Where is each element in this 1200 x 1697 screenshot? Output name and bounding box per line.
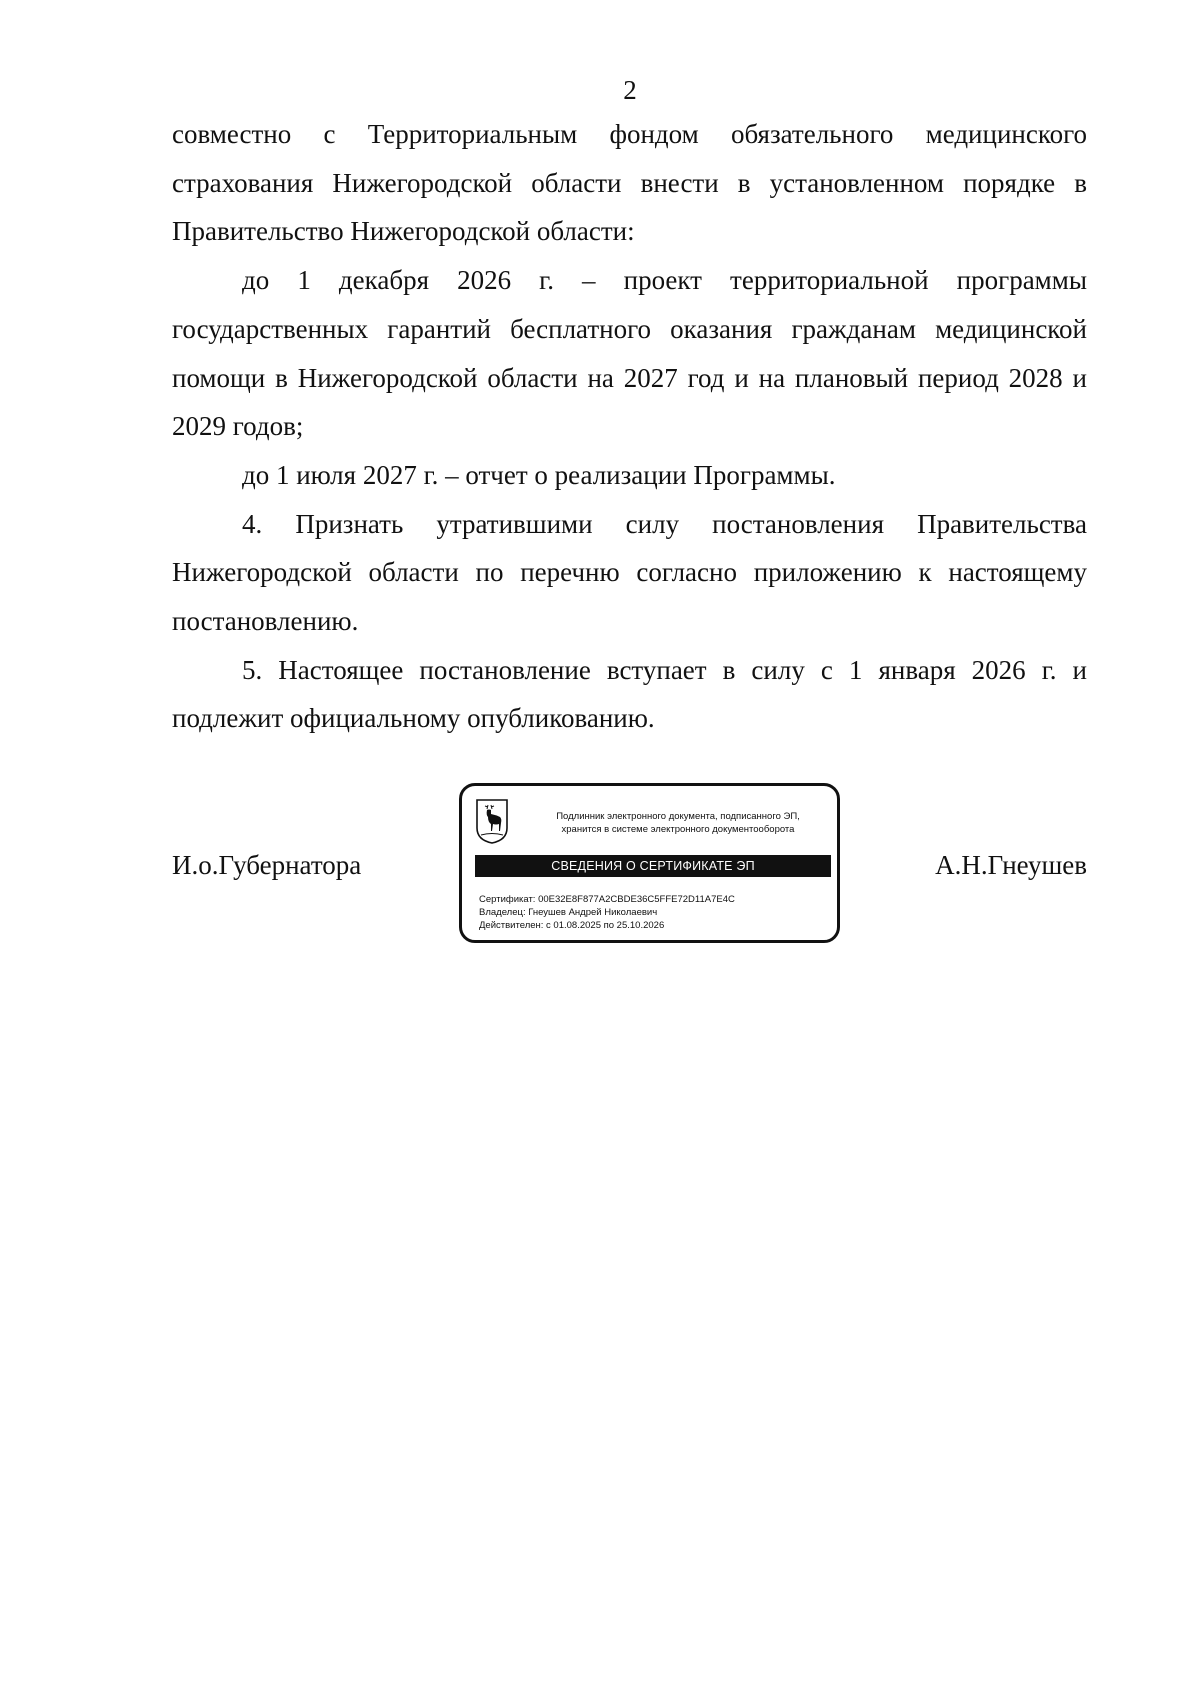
paragraph-item-4: 4. Признать утратившими силу постановления Правительства Нижегородской области по перечню согласно приложению к настоящему постановлению.	[172, 508, 1087, 637]
paragraph-deadline-program-draft: до 1 декабря 2026 г. – проект территориальной программы государственных гарантий бесплатного оказания гражданам медицинской помощи в Нижегородской области на 2027 год и на плановый период 2028 и 2029 годов;	[172, 265, 1087, 442]
stamp-header-line-1: Подлинник электронного документа, подписанного ЭП,	[556, 811, 800, 822]
stamp-title: СВЕДЕНИЯ О СЕРТИФИКАТЕ ЭП	[475, 855, 831, 877]
electronic-signature-stamp	[459, 783, 840, 943]
stamp-details	[479, 893, 735, 932]
signer-title: И.о.Губернатора	[172, 850, 362, 880]
stamp-validity: Действителен: с 01.08.2025 по 25.10.2026	[479, 920, 665, 931]
stamp-header-line-2: хранится в системе электронного документооборота	[561, 824, 795, 835]
paragraph-submission: совместно с Территориальным фондом обязательного медицинского страхования Нижегородской области внести в установленном порядке в Правительство Нижегородской области:	[172, 119, 1087, 247]
deer-emblem-icon	[475, 798, 509, 844]
page-number: 2	[623, 75, 637, 105]
paragraph-deadline-report: до 1 июля 2027 г. – отчет о реализации Программы.	[242, 459, 836, 490]
stamp-certificate: Сертификат: 00E32E8F877A2CBDE36C5FFE72D11A7E4C	[479, 894, 735, 905]
signer-name: А.Н.Гнеушев	[935, 850, 1087, 880]
stamp-owner: Владелец: Гнеушев Андрей Николаевич	[479, 907, 658, 918]
stamp-header	[528, 810, 828, 836]
document-body	[172, 110, 1087, 743]
paragraph-item-5: 5. Настоящее постановление вступает в силу с 1 января 2026 г. и подлежит официальному опубликованию.	[172, 654, 1087, 734]
